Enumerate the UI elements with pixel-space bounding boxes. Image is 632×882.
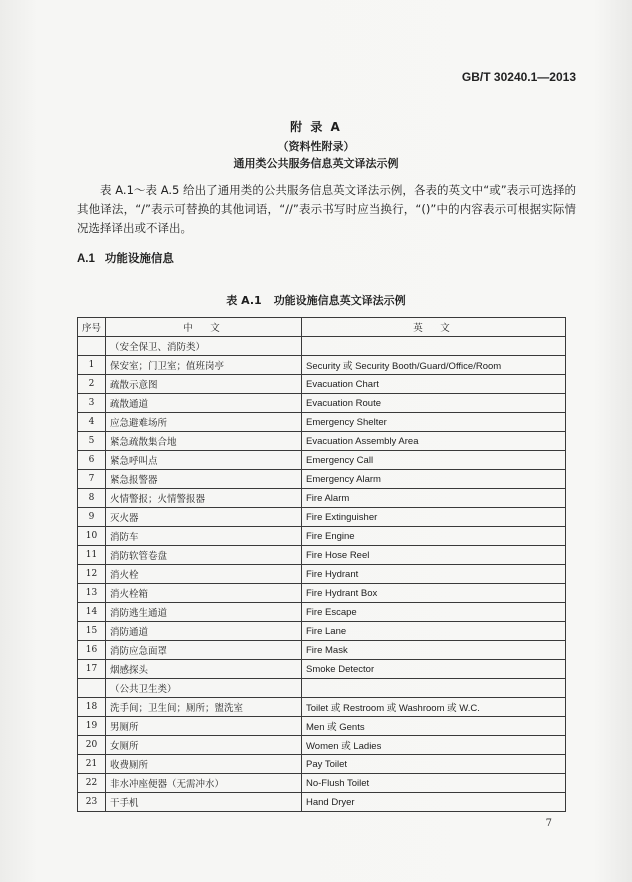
- table-row: [78, 641, 566, 660]
- row-number: 19: [78, 717, 106, 736]
- row-number: 15: [78, 622, 106, 641]
- english-term: No-Flush Toilet: [302, 774, 566, 793]
- english-term: Security 或 Security Booth/Guard/Office/Room: [302, 356, 566, 375]
- table-row: [78, 432, 566, 451]
- standard-number: GB/T 30240.1—2013: [461, 70, 576, 84]
- table-body: [78, 337, 566, 812]
- row-number: 8: [78, 489, 106, 508]
- chinese-term: 消防软管卷盘: [106, 546, 302, 565]
- english-term: Emergency Alarm: [302, 470, 566, 489]
- row-number: 16: [78, 641, 106, 660]
- header-chinese: 中 文: [106, 318, 302, 337]
- row-number: 3: [78, 394, 106, 413]
- chinese-term: 保安室；门卫室；值班岗亭: [106, 356, 302, 375]
- english-term: Fire Mask: [302, 641, 566, 660]
- table-row: [78, 774, 566, 793]
- chinese-term: 消防车: [106, 527, 302, 546]
- table-row: [78, 603, 566, 622]
- english-term: Toilet 或 Restroom 或 Washroom 或 W.C.: [302, 698, 566, 717]
- english-term: Fire Lane: [302, 622, 566, 641]
- category-label: （安全保卫、消防类）: [106, 337, 302, 356]
- table-row: [78, 470, 566, 489]
- row-number: 2: [78, 375, 106, 394]
- table-row: [78, 584, 566, 603]
- section-number: A.1: [77, 253, 95, 265]
- table-header-row: [78, 318, 566, 337]
- chinese-term: 消防应急面罩: [106, 641, 302, 660]
- english-term: Fire Extinguisher: [302, 508, 566, 527]
- chinese-term: 紧急呼叫点: [106, 451, 302, 470]
- english-term: Men 或 Gents: [302, 717, 566, 736]
- header-english: 英 文: [302, 318, 566, 337]
- table-row: [78, 717, 566, 736]
- appendix-heading: [0, 120, 632, 172]
- english-term: Fire Hose Reel: [302, 546, 566, 565]
- english-term: Evacuation Route: [302, 394, 566, 413]
- chinese-term: 烟感探头: [106, 660, 302, 679]
- english-term: Hand Dryer: [302, 793, 566, 812]
- table-row: [78, 755, 566, 774]
- translation-table: [77, 317, 566, 812]
- english-term: Pay Toilet: [302, 755, 566, 774]
- table-row: [78, 508, 566, 527]
- table-row: [78, 375, 566, 394]
- row-number: 6: [78, 451, 106, 470]
- chinese-term: 疏散示意图: [106, 375, 302, 394]
- section-title: 功能设施信息: [104, 251, 174, 265]
- table-caption-text: 功能设施信息英文译法示例: [273, 294, 406, 307]
- table-row: [78, 394, 566, 413]
- english-term: Fire Hydrant Box: [302, 584, 566, 603]
- table-row: [78, 527, 566, 546]
- table-row: [78, 356, 566, 375]
- chinese-term: 男厕所: [106, 717, 302, 736]
- table-row: [78, 698, 566, 717]
- row-number: 4: [78, 413, 106, 432]
- intro-paragraph: 表 A.1～表 A.5 给出了通用类的公共服务信息英文译法示例，各表的英文中“或”表示可选择的其他译法，“/”表示可替换的其他词语，“//”表示书写时应当换行，“()”中的内容表示可根据实际情况选择译出或不译出。: [77, 183, 576, 235]
- section-heading: [77, 250, 174, 266]
- english-term: Emergency Call: [302, 451, 566, 470]
- category-row: [78, 337, 566, 356]
- row-number: 1: [78, 356, 106, 375]
- appendix-nature: （资料性附录）: [277, 140, 355, 153]
- chinese-term: 非水冲座便器（无需冲水）: [106, 774, 302, 793]
- row-number: 9: [78, 508, 106, 527]
- row-number: 12: [78, 565, 106, 584]
- english-term: Fire Hydrant: [302, 565, 566, 584]
- table-row: [78, 736, 566, 755]
- row-number: 23: [78, 793, 106, 812]
- english-term: Smoke Detector: [302, 660, 566, 679]
- chinese-term: 女厕所: [106, 736, 302, 755]
- chinese-term: 洗手间；卫生间；厕所；盥洗室: [106, 698, 302, 717]
- chinese-term: 消火栓箱: [106, 584, 302, 603]
- row-number: 5: [78, 432, 106, 451]
- table-caption: [0, 292, 632, 308]
- row-number: 17: [78, 660, 106, 679]
- chinese-term: 疏散通道: [106, 394, 302, 413]
- english-term: Fire Engine: [302, 527, 566, 546]
- appendix-title: 附 录 A: [290, 120, 342, 134]
- english-term: Fire Alarm: [302, 489, 566, 508]
- page-number: 7: [545, 818, 552, 829]
- table-row: [78, 546, 566, 565]
- english-term: Evacuation Chart: [302, 375, 566, 394]
- table-row: [78, 489, 566, 508]
- chinese-term: 消防通道: [106, 622, 302, 641]
- row-number: 11: [78, 546, 106, 565]
- english-term: Emergency Shelter: [302, 413, 566, 432]
- english-term: Women 或 Ladies: [302, 736, 566, 755]
- table-row: [78, 660, 566, 679]
- table-number: 表 A.1: [226, 294, 262, 307]
- chinese-term: 紧急疏散集合地: [106, 432, 302, 451]
- row-number: 14: [78, 603, 106, 622]
- row-number: 13: [78, 584, 106, 603]
- row-number: 10: [78, 527, 106, 546]
- chinese-term: 收费厕所: [106, 755, 302, 774]
- row-number: 22: [78, 774, 106, 793]
- chinese-term: 消火栓: [106, 565, 302, 584]
- english-term: Fire Escape: [302, 603, 566, 622]
- row-number: 7: [78, 470, 106, 489]
- category-label: （公共卫生类）: [106, 679, 302, 698]
- table-row: [78, 565, 566, 584]
- english-term: Evacuation Assembly Area: [302, 432, 566, 451]
- chinese-term: 火情警报；火情警报器: [106, 489, 302, 508]
- chinese-term: 干手机: [106, 793, 302, 812]
- row-number: 20: [78, 736, 106, 755]
- table-row: [78, 793, 566, 812]
- row-number: 21: [78, 755, 106, 774]
- appendix-subtitle: 通用类公共服务信息英文译法示例: [233, 157, 399, 170]
- header-no: 序号: [78, 318, 106, 337]
- chinese-term: 灭火器: [106, 508, 302, 527]
- row-number: 18: [78, 698, 106, 717]
- chinese-term: 消防逃生通道: [106, 603, 302, 622]
- chinese-term: 应急避难场所: [106, 413, 302, 432]
- table-row: [78, 413, 566, 432]
- table-row: [78, 622, 566, 641]
- table-row: [78, 451, 566, 470]
- chinese-term: 紧急报警器: [106, 470, 302, 489]
- category-row: [78, 679, 566, 698]
